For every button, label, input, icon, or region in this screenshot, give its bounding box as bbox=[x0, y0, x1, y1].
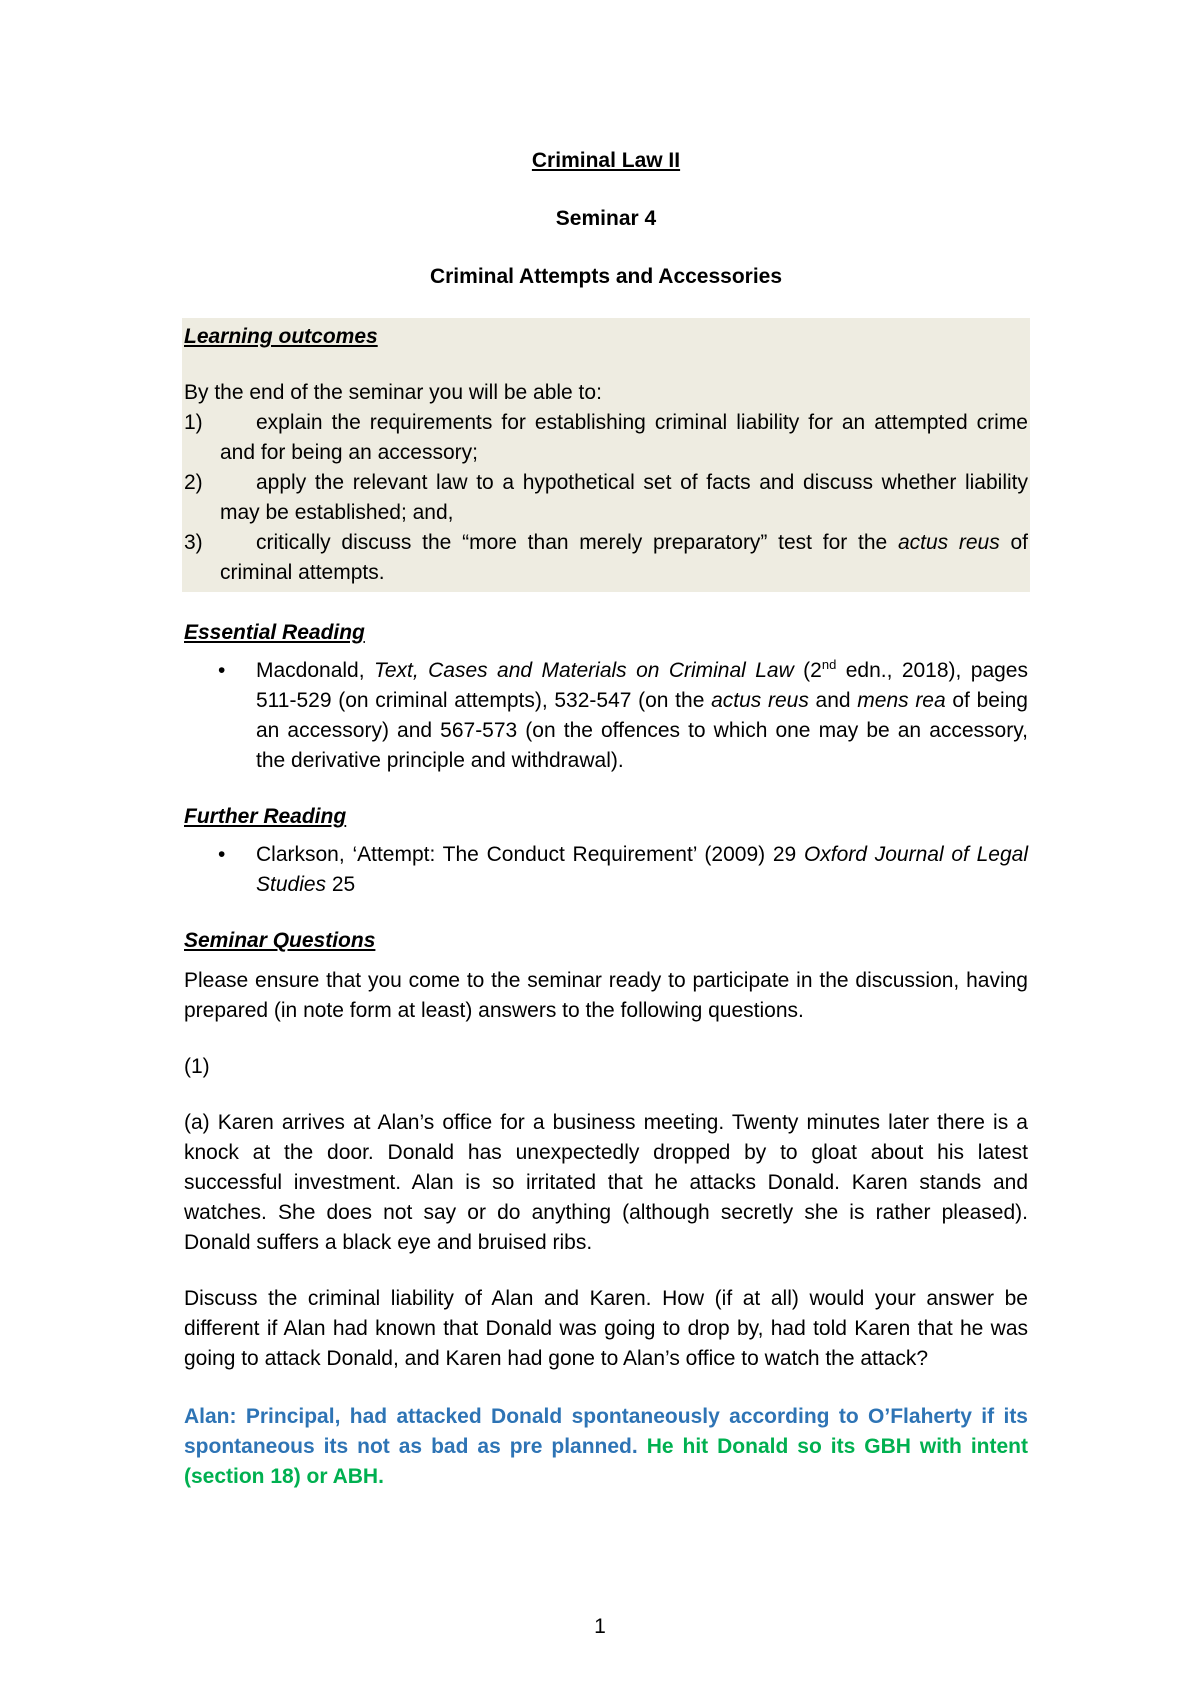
reading-term-actus-reus: actus reus bbox=[711, 689, 809, 712]
answer-text-blue: Alan: Principal, had attacked Donald spontaneously according to O’Flaherty if its spontaneous its not as bad as pre planned. bbox=[184, 1405, 1028, 1458]
learning-outcomes-list bbox=[184, 408, 1028, 588]
bullet-icon: • bbox=[218, 659, 226, 682]
answer-text-green: He hit Donald so its GBH with intent (section 18) or ABH. bbox=[184, 1435, 1028, 1488]
further-reading-list bbox=[184, 840, 1028, 900]
learning-outcomes-box bbox=[182, 318, 1030, 592]
reading-pages: edn., 2018), pages 511-529 (on criminal attempts), 532-547 (on the bbox=[256, 659, 1028, 712]
learning-outcome-text bbox=[220, 531, 1028, 584]
list-marker: 1) bbox=[184, 411, 203, 434]
seminar-number: Seminar 4 bbox=[555, 207, 657, 230]
page-number: 1 bbox=[594, 1615, 606, 1638]
outcome-text-end: of criminal attempts. bbox=[220, 531, 1028, 584]
question-task: Discuss the criminal liability of Alan and Karen. How (if at all) would your answer be different if Alan had known that Donald was going to drop by, had told Karen that he was going to attack Donald, and Karen had gone to Alan’s office to watch the attack? bbox=[184, 1287, 1028, 1370]
further-reading-pre: Clarkson, ‘Attempt: The Conduct Requirement’ (2009) 29 bbox=[256, 843, 804, 866]
list-marker: 2) bbox=[184, 471, 203, 494]
reading-mid: and bbox=[808, 689, 858, 712]
essential-reading-heading: Essential Reading bbox=[184, 621, 365, 644]
further-reading-item bbox=[184, 840, 1028, 900]
learning-outcome-item bbox=[184, 468, 1028, 528]
outcome-term-actus-reus: actus reus bbox=[897, 531, 1000, 554]
question-scenario: (a) Karen arrives at Alan’s office for a business meeting. Twenty minutes later there is a knock at the door. Donald has unexpectedly dropped by to gloat about his latest successful investment. Alan is so irritated that he attacks Donald. Karen stands and watches. She does not say or do anything (although secretly she is rather pleased). Donald suffers a black eye and bruised ribs. bbox=[184, 1111, 1028, 1254]
reading-edition-pre: (2 bbox=[793, 659, 822, 682]
course-title: Criminal Law II bbox=[531, 149, 681, 172]
learning-outcome-text: explain the requirements for establishing criminal liability for an attempted crime and for being an accessory; bbox=[220, 411, 1028, 464]
learning-outcome-text: apply the relevant law to a hypothetical set of facts and discuss whether liability may be established; and, bbox=[220, 471, 1028, 524]
further-reading-heading: Further Reading bbox=[184, 805, 347, 828]
reading-author: Macdonald, bbox=[256, 659, 374, 682]
list-marker: 3) bbox=[184, 531, 203, 554]
reading-edition-sup: nd bbox=[821, 657, 837, 672]
page-content bbox=[184, 146, 1028, 1513]
learning-outcomes-heading: Learning outcomes bbox=[184, 325, 378, 348]
seminar-topic: Criminal Attempts and Accessories bbox=[429, 265, 783, 288]
reading-term-mens-rea: mens rea bbox=[857, 689, 946, 712]
further-reading-journal: Oxford Journal of Legal Studies bbox=[256, 843, 1028, 896]
essential-reading-list bbox=[184, 656, 1028, 776]
reading-book-title: Text, Cases and Materials on Criminal Law bbox=[373, 659, 794, 682]
further-reading-post: 25 bbox=[326, 873, 356, 896]
seminar-questions-heading: Seminar Questions bbox=[184, 929, 376, 952]
seminar-questions-intro: Please ensure that you come to the seminar ready to participate in the discussion, having prepared (in note form at least) answers to the following questions. bbox=[184, 969, 1028, 1022]
student-answer bbox=[184, 1402, 1028, 1492]
learning-outcome-item bbox=[184, 408, 1028, 468]
learning-outcomes-intro: By the end of the seminar you will be able to: bbox=[184, 381, 602, 404]
learning-outcome-item bbox=[184, 528, 1028, 588]
outcome-text-start: critically discuss the “more than merely preparatory” test for the bbox=[256, 531, 898, 554]
bullet-icon: • bbox=[218, 843, 226, 866]
question-number: (1) bbox=[184, 1055, 210, 1078]
essential-reading-item bbox=[184, 656, 1028, 776]
reading-tail: of being an accessory) and 567-573 (on the offences to which one may be an accessory, the derivative principle and withdrawal). bbox=[256, 689, 1028, 772]
